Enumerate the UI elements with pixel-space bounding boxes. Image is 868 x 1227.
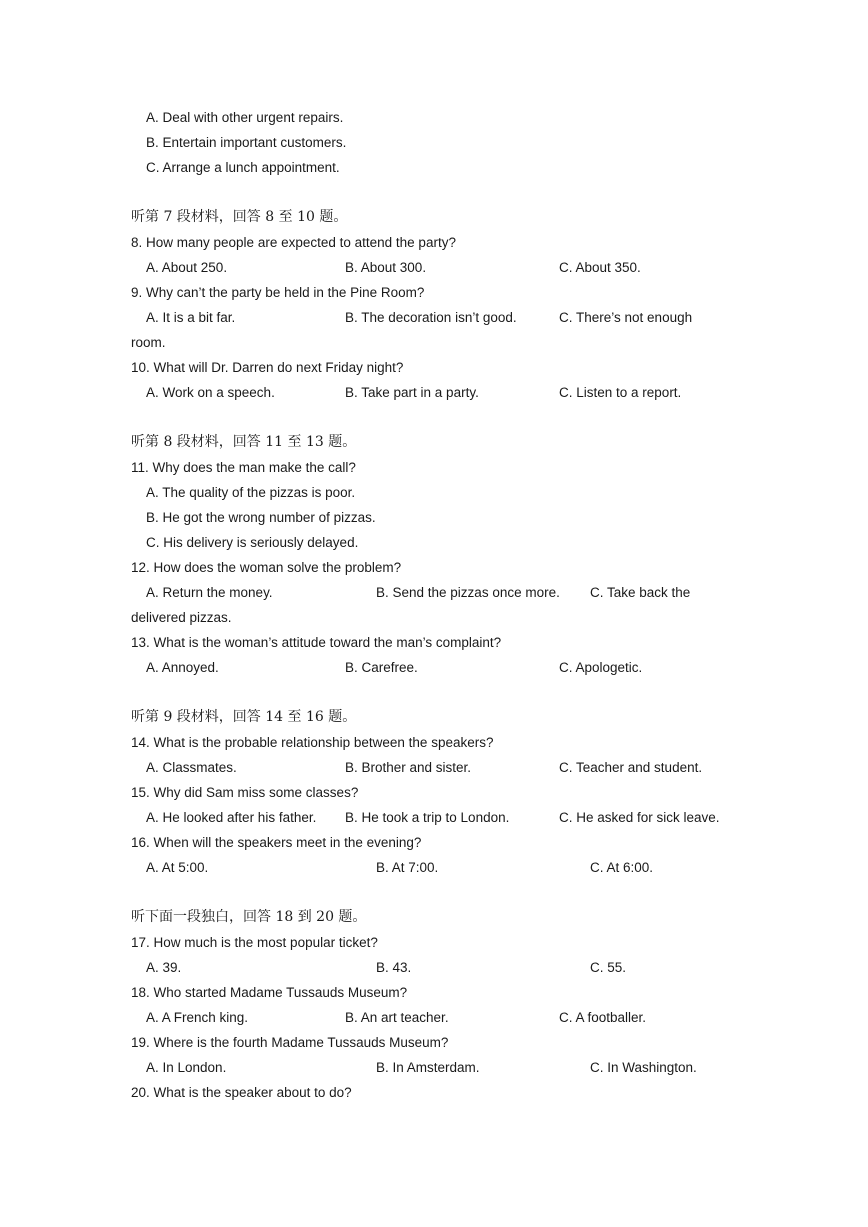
q10-question: 10. What will Dr. Darren do next Friday night? xyxy=(131,360,404,375)
q19-option-a: A. In London. xyxy=(146,1060,227,1075)
q20-question: 20. What is the speaker about to do? xyxy=(131,1085,352,1100)
q7-option-a: A. Deal with other urgent repairs. xyxy=(146,110,344,125)
q14-option-b: B. Brother and sister. xyxy=(345,760,472,775)
q16-option-b: B. At 7:00. xyxy=(376,860,439,875)
q8-option-b: B. About 300. xyxy=(345,260,427,275)
q10-option-b: B. Take part in a party. xyxy=(345,385,479,400)
section8-heading: 听第 8 段材料，回答 11 至 13 题。 xyxy=(131,434,357,450)
q12-option-b: B. Send the pizzas once more. xyxy=(376,585,560,600)
q19-option-b: B. In Amsterdam. xyxy=(376,1060,480,1075)
q18-option-b: B. An art teacher. xyxy=(345,1010,449,1025)
q11-option-b: B. He got the wrong number of pizzas. xyxy=(146,510,376,525)
section9-heading: 听第 9 段材料，回答 14 至 16 题。 xyxy=(131,709,357,725)
q7-option-b: B. Entertain important customers. xyxy=(146,135,347,150)
q16-question: 16. When will the speakers meet in the evening? xyxy=(131,835,422,850)
q12-question: 12. How does the woman solve the problem? xyxy=(131,560,402,575)
q14-option-a: A. Classmates. xyxy=(146,760,237,775)
q11-question: 11. Why does the man make the call? xyxy=(131,460,356,475)
q11-option-c: C. His delivery is seriously delayed. xyxy=(146,535,359,550)
q13-option-a: A. Annoyed. xyxy=(146,660,219,675)
q9-question: 9. Why can’t the party be held in the Pine Room? xyxy=(131,285,425,300)
q16-option-c: C. At 6:00. xyxy=(590,860,654,875)
q9-option-c-continued: room. xyxy=(131,335,166,350)
q17-question: 17. How much is the most popular ticket? xyxy=(131,935,378,950)
q18-option-a: A. A French king. xyxy=(146,1010,249,1025)
q12-option-c: C. Take back the xyxy=(590,585,691,600)
q15-option-a: A. He looked after his father. xyxy=(146,810,317,825)
q8-option-a: A. About 250. xyxy=(146,260,228,275)
q18-option-c: C. A footballer. xyxy=(559,1010,647,1025)
q12-option-a: A. Return the money. xyxy=(146,585,273,600)
q17-option-b: B. 43. xyxy=(376,960,412,975)
q13-question: 13. What is the woman’s attitude toward the man’s complaint? xyxy=(131,635,502,650)
q13-option-c: C. Apologetic. xyxy=(559,660,643,675)
section10-heading: 听下面一段独白，回答 18 到 20 题。 xyxy=(131,909,367,925)
q9-option-b: B. The decoration isn’t good. xyxy=(345,310,517,325)
q14-question: 14. What is the probable relationship between the speakers? xyxy=(131,735,494,750)
q15-option-b: B. He took a trip to London. xyxy=(345,810,510,825)
q10-option-a: A. Work on a speech. xyxy=(146,385,275,400)
q15-question: 15. Why did Sam miss some classes? xyxy=(131,785,359,800)
q11-option-a: A. The quality of the pizzas is poor. xyxy=(146,485,356,500)
q19-option-c: C. In Washington. xyxy=(590,1060,697,1075)
q7-option-c: C. Arrange a lunch appointment. xyxy=(146,160,340,175)
q8-question: 8. How many people are expected to attend the party? xyxy=(131,235,456,250)
q17-option-c: C. 55. xyxy=(590,960,627,975)
q9-option-c: C. There’s not enough xyxy=(559,310,693,325)
q12-option-c-continued: delivered pizzas. xyxy=(131,610,232,625)
q17-option-a: A. 39. xyxy=(146,960,182,975)
q14-option-c: C. Teacher and student. xyxy=(559,760,703,775)
q18-question: 18. Who started Madame Tussauds Museum? xyxy=(131,985,408,1000)
q19-question: 19. Where is the fourth Madame Tussauds Museum? xyxy=(131,1035,449,1050)
q10-option-c: C. Listen to a report. xyxy=(559,385,682,400)
q16-option-a: A. At 5:00. xyxy=(146,860,209,875)
section7-heading: 听第 7 段材料，回答 8 至 10 题。 xyxy=(131,209,348,225)
q8-option-c: C. About 350. xyxy=(559,260,641,275)
q13-option-b: B. Carefree. xyxy=(345,660,418,675)
q9-option-a: A. It is a bit far. xyxy=(146,310,236,325)
q15-option-c: C. He asked for sick leave. xyxy=(559,810,720,825)
